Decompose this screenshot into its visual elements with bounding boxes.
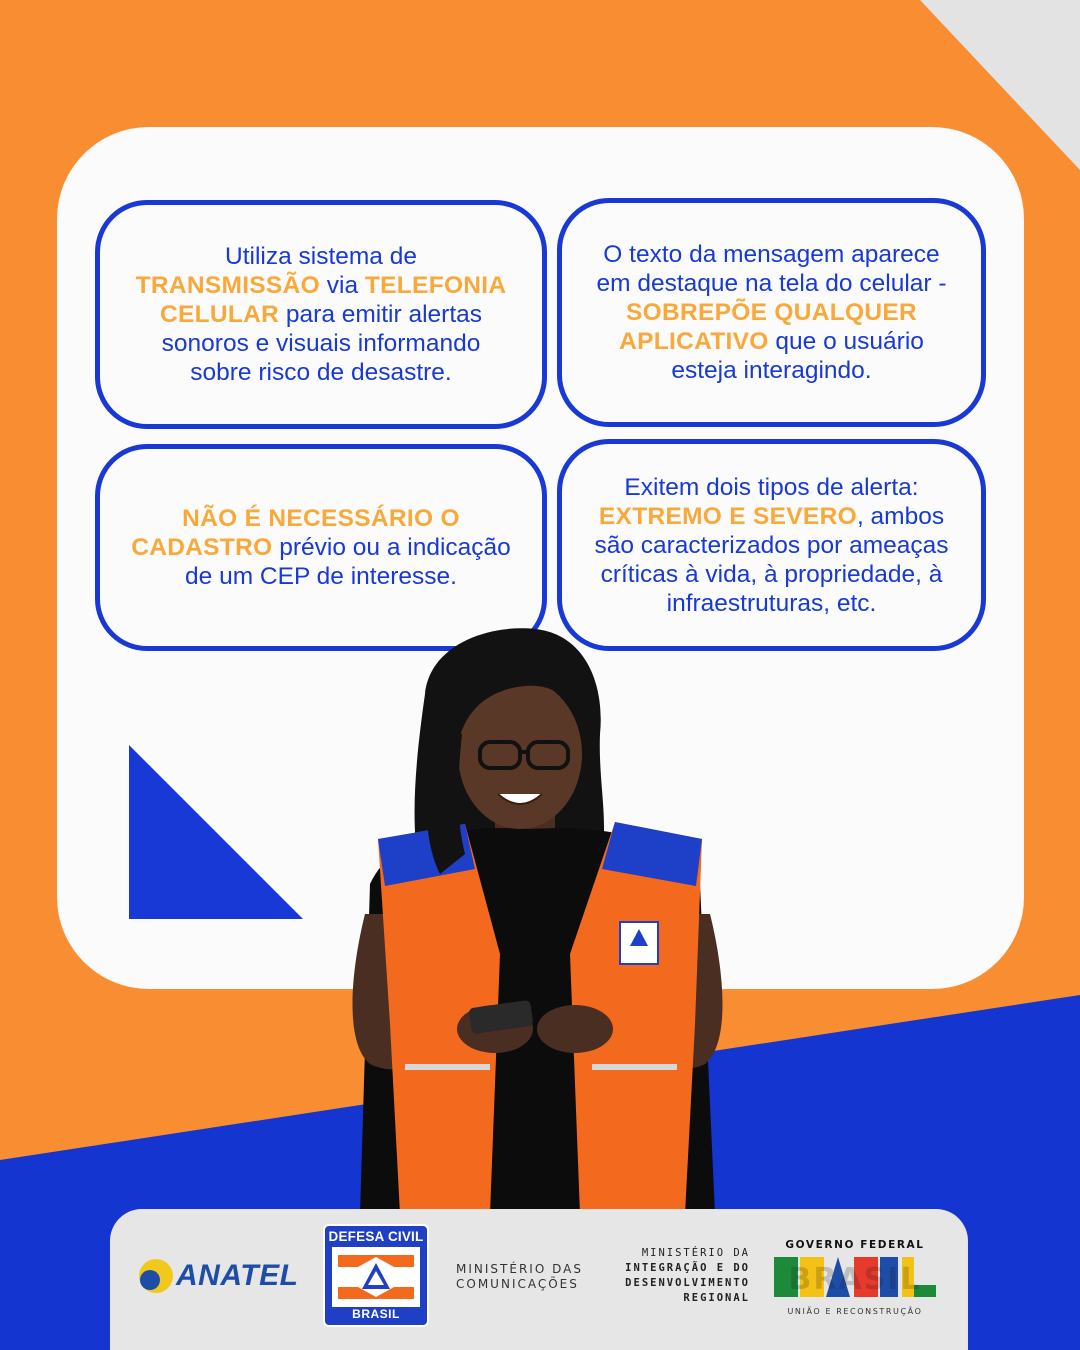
decorative-triangle xyxy=(128,744,306,922)
anatel-logo xyxy=(132,1255,298,1297)
governo-federal-label: GOVERNO FEDERAL xyxy=(785,1239,925,1251)
brasil-wordmark-text: BRASIL xyxy=(788,1262,922,1297)
ministry-integration-line2: INTEGRAÇÃO E DO xyxy=(625,1262,750,1274)
info-text xyxy=(592,240,951,385)
anatel-label: ANATEL xyxy=(176,1259,299,1292)
body-text: Exitem dois tipos de alerta: xyxy=(624,473,919,501)
info-box-overlay xyxy=(557,198,986,427)
ministry-integration-line1: MINISTÉRIO DA xyxy=(641,1247,750,1259)
defesa-civil-emblem-icon xyxy=(332,1247,420,1307)
highlight-text: TELEFONIA CELULAR xyxy=(159,272,507,328)
highlight-text: NÃO É NECESSÁRIO O CADASTRO xyxy=(131,505,460,561)
body-text: , ambos são caracterizados por ameaças críticas à vida, à propriedade, à infraestruturas, etc. xyxy=(594,502,949,617)
info-text xyxy=(130,242,512,387)
highlight-text: EXTREMO E SEVERO xyxy=(598,502,857,530)
ministry-communications-label xyxy=(456,1262,583,1292)
ministry-communications-line2: COMUNICAÇÕES xyxy=(456,1277,579,1291)
ministry-integration-line3: DESENVOLVIMENTO xyxy=(625,1277,750,1289)
info-box-no-registration xyxy=(95,444,547,651)
defesa-civil-country-label: BRASIL xyxy=(352,1307,400,1321)
ministry-integration-line4: REGIONAL xyxy=(683,1292,750,1304)
body-text: que o usuário esteja interagindo. xyxy=(671,328,924,384)
brasil-wordmark xyxy=(774,1255,936,1299)
ministry-integration-label xyxy=(600,1246,750,1306)
body-text: prévio ou a indicação de um CEP de interesse. xyxy=(185,534,511,590)
info-box-transmission xyxy=(95,200,547,429)
governo-federal-slogan: UNIÃO E RECONSTRUÇÃO xyxy=(787,1307,923,1316)
ministry-communications-line1: MINISTÉRIO DAS xyxy=(456,1262,583,1276)
highlight-text: TRANSMISSÃO xyxy=(135,272,320,299)
person-with-phone-image xyxy=(330,624,750,1214)
body-text: via xyxy=(319,272,365,299)
body-text: O texto da mensagem aparece em destaque na tela do celular - xyxy=(596,241,947,297)
body-text: para emitir alertas sonoros e visuais informando sobre risco de desastre. xyxy=(161,301,483,386)
defesa-civil-logo xyxy=(323,1224,429,1327)
highlight-text: SOBREPÕE QUALQUER APLICATIVO xyxy=(619,299,917,355)
info-box-alert-types xyxy=(557,439,986,651)
defesa-civil-label: DEFESA CIVIL xyxy=(328,1229,424,1244)
info-text xyxy=(130,504,512,591)
info-text xyxy=(592,473,951,618)
anatel-circle-icon xyxy=(132,1255,174,1297)
governo-federal-logo xyxy=(774,1239,936,1316)
body-text: Utiliza sistema de xyxy=(225,243,417,270)
